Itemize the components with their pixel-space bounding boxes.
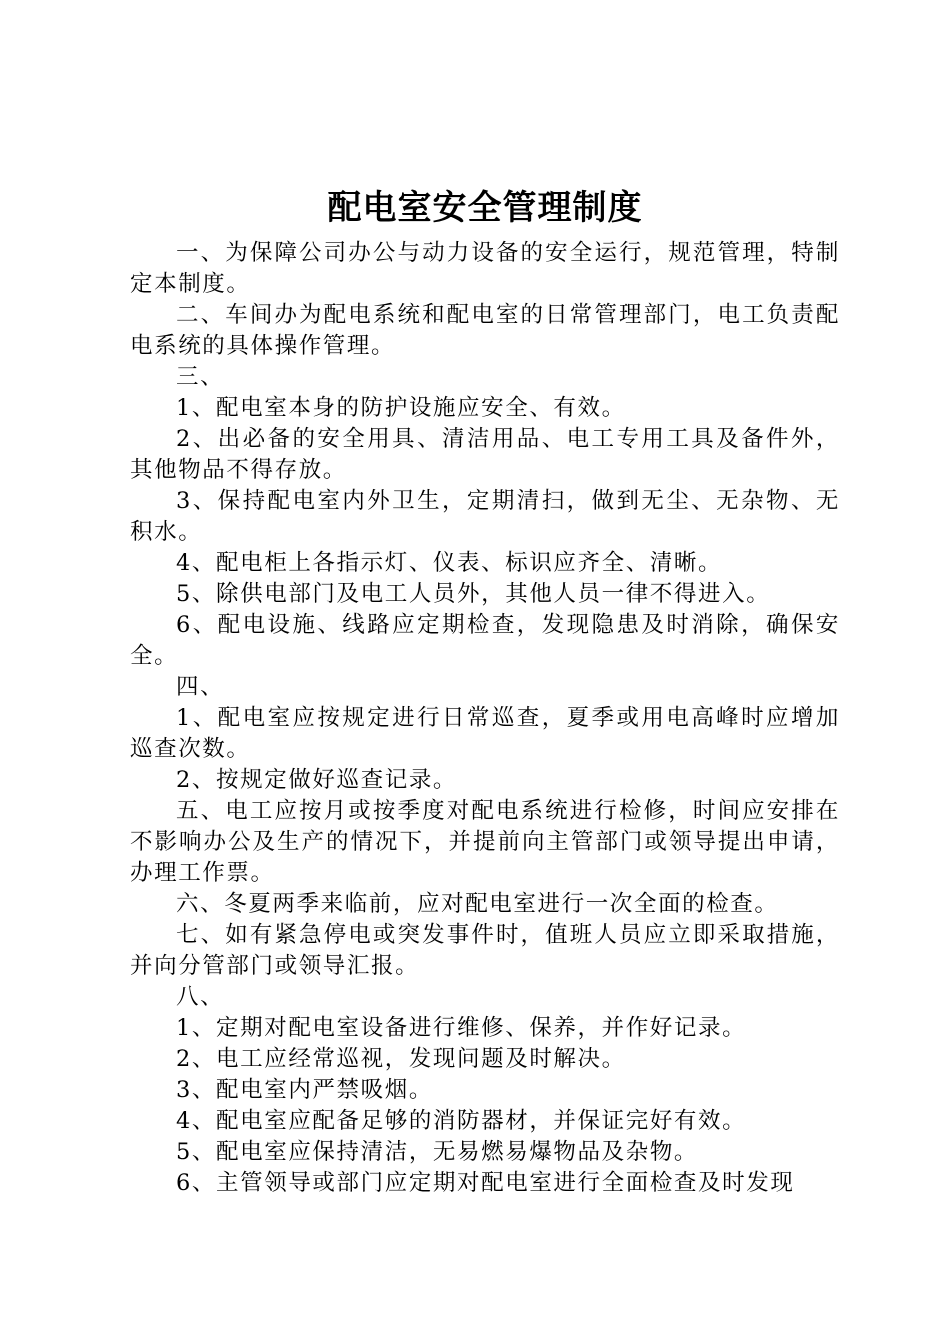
paragraph-1: 一、为保障公司办公与动力设备的安全运行，规范管理，特制定本制度。 — [130, 240, 840, 297]
paragraph-7: 七、如有紧急停电或突发事件时，值班人员应立即采取措施，并向分管部门或领导汇报。 — [130, 922, 840, 979]
paragraph-3-item-5: 5、除供电部门及电工人员外，其他人员一律不得进入。 — [176, 581, 771, 607]
paragraph-8-item-1: 1、定期对配电室设备进行维修、保养，并作好记录。 — [176, 1015, 747, 1041]
paragraph-4-heading: 四、 — [176, 674, 225, 700]
paragraph-3-item-4: 4、配电柜上各指示灯、仪表、标识应齐全、清晰。 — [176, 550, 723, 576]
paragraph-3-heading: 三、 — [176, 364, 225, 390]
paragraph-8-heading: 八、 — [176, 984, 225, 1010]
paragraph-3-item-6: 6、配电设施、线路应定期检查，发现隐患及时消除，确保安全。 — [130, 612, 840, 669]
paragraph-3-item-1: 1、配电室本身的防护设施应安全、有效。 — [176, 395, 626, 421]
paragraph-8-item-6: 6、主管领导或部门应定期对配电室进行全面检查及时发现 — [176, 1170, 795, 1196]
document-body — [130, 238, 840, 1199]
paragraph-8-item-4: 4、配电室应配备足够的消防器材，并保证完好有效。 — [176, 1108, 747, 1134]
paragraph-6: 六、冬夏两季来临前，应对配电室进行一次全面的检查。 — [176, 891, 779, 917]
paragraph-5: 五、电工应按月或按季度对配电系统进行检修，时间应安排在不影响办公及生产的情况下，并提前向主管部门或领导提出申请，办理工作票。 — [130, 798, 840, 886]
paragraph-3-item-3: 3、保持配电室内外卫生，定期清扫，做到无尘、无杂物、无积水。 — [130, 488, 840, 545]
paragraph-3-item-2: 2、出必备的安全用具、清洁用品、电工专用工具及备件外，其他物品不得存放。 — [130, 426, 840, 483]
paragraph-4-item-2: 2、按规定做好巡查记录。 — [176, 767, 458, 793]
paragraph-8-item-5: 5、配电室应保持清洁，无易燃易爆物品及杂物。 — [176, 1139, 699, 1165]
paragraph-2: 二、车间办为配电系统和配电室的日常管理部门，电工负责配电系统的具体操作管理。 — [130, 302, 840, 359]
paragraph-8-item-2: 2、电工应经常巡视，发现问题及时解决。 — [176, 1046, 626, 1072]
paragraph-8-item-3: 3、配电室内严禁吸烟。 — [176, 1077, 433, 1103]
document-title: 配电室安全管理制度 — [327, 188, 643, 228]
paragraph-4-item-1: 1、配电室应按规定进行日常巡查，夏季或用电高峰时应增加巡查次数。 — [130, 705, 840, 762]
